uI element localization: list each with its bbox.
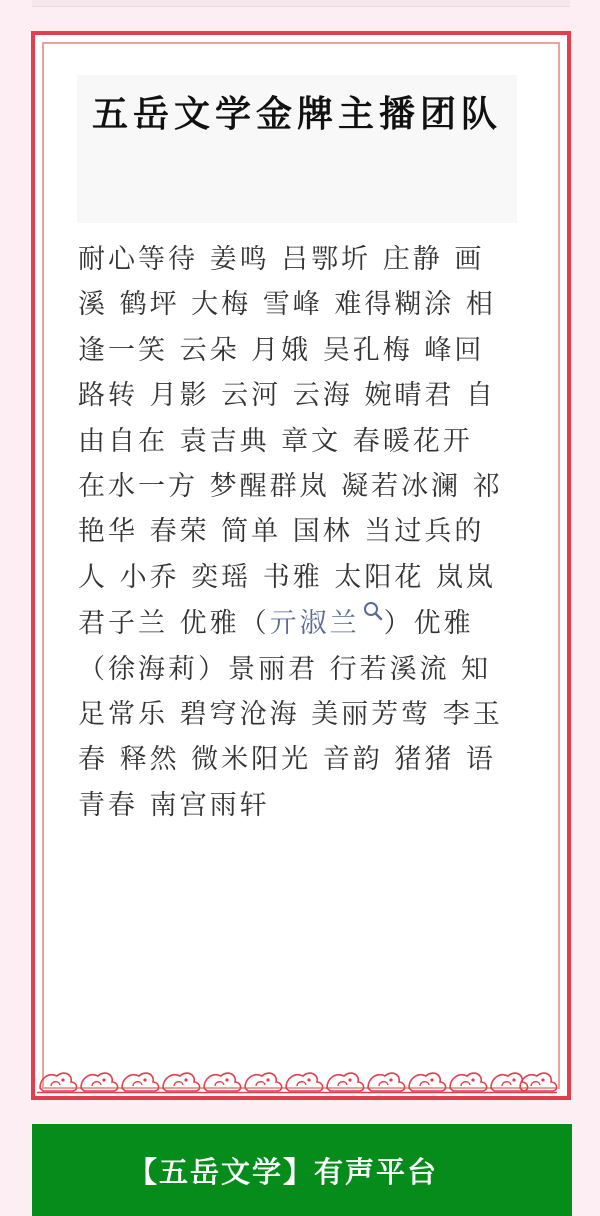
name-search-link[interactable] (270, 608, 384, 639)
link-text: 亓淑兰 (269, 608, 360, 640)
banner-label: 【五岳文学】有声平台 (128, 1155, 439, 1189)
audio-platform-banner[interactable] (32, 1124, 572, 1216)
previous-section-edge (32, 0, 570, 7)
card-title: 五岳文学金牌主播团队 (91, 94, 502, 135)
names-after-link: ）优雅（徐海莉）景丽君 行若溪流 知足常乐 碧穹沧海 美丽芳莺 李玉春 释然 微米阳光 音韵 猪猪 语青春 南宫雨轩 (78, 608, 503, 821)
anchor-name-list (78, 237, 508, 828)
search-icon (362, 600, 384, 622)
title-box (77, 75, 517, 223)
names-before-link: 耐心等待 姜鸣 吕鄂圻 庄静 画溪 鹤坪 大梅 雪峰 难得糊涂 相逢一笑 云朵 月娥 吴孔梅 峰回路转 月影 云河 云海 婉晴君 自由自在 袁吉典 章文 春暖花开 在水一方 梦醒群岚 凝若冰澜 祁艳华 春荣 简单 国林 当过兵的人 小乔 奕瑶 书雅 太阳花 岚岚 君子兰 优雅（ (78, 244, 503, 640)
anchor-team-card (31, 31, 571, 1100)
cloud-pattern-border (37, 1064, 557, 1094)
